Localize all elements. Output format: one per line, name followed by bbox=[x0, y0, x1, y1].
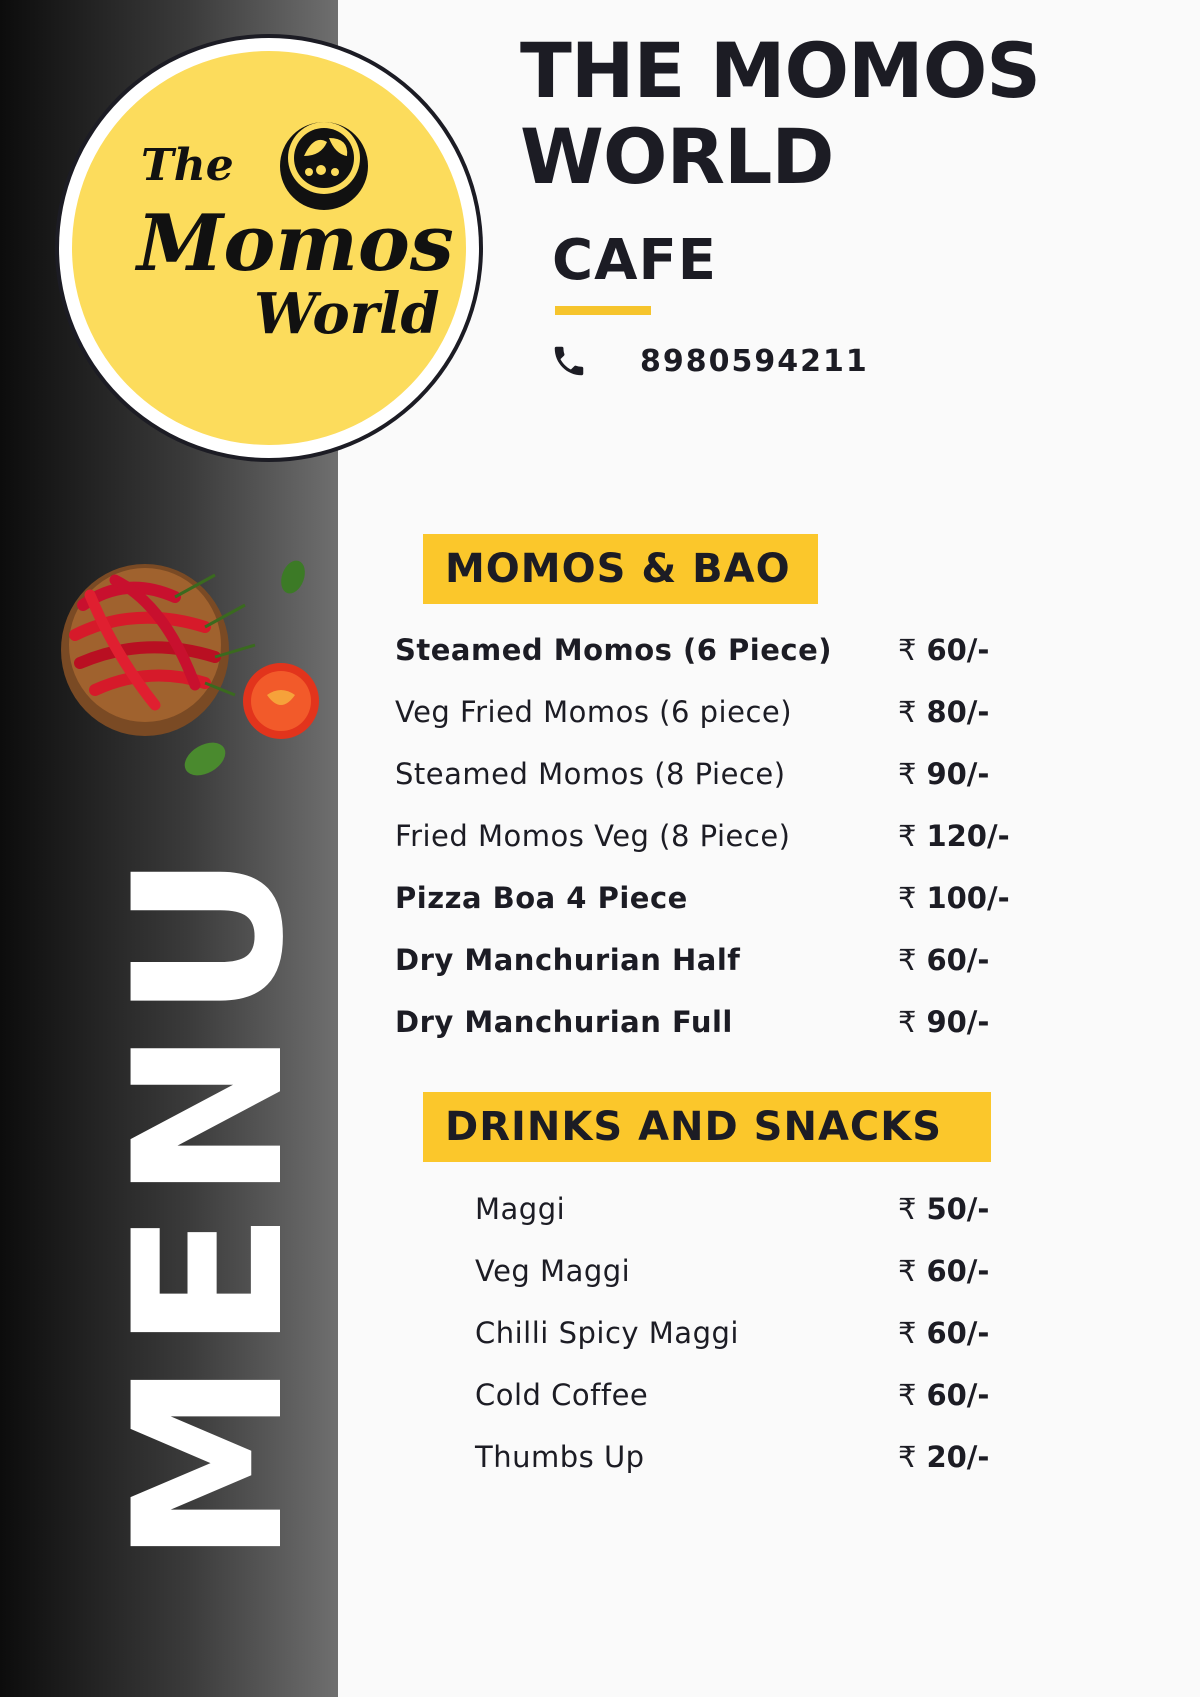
menu-item-price bbox=[898, 881, 1010, 915]
price-amount: 100/- bbox=[926, 881, 1010, 915]
menu-item-name: Steamed Momos (8 Piece) bbox=[395, 757, 786, 791]
brand-logo bbox=[59, 38, 479, 458]
menu-item-name: Dry Manchurian Full bbox=[395, 1005, 733, 1039]
menu-item-price bbox=[898, 1378, 989, 1412]
phone-contact bbox=[550, 336, 869, 386]
menu-item-price bbox=[898, 1192, 989, 1226]
menu-item-name: Veg Maggi bbox=[475, 1254, 631, 1288]
phone-icon bbox=[550, 342, 588, 380]
price-amount: 90/- bbox=[926, 757, 990, 791]
subtitle-underline bbox=[555, 306, 651, 315]
menu-item-price bbox=[898, 1316, 989, 1350]
section-heading-drinks-snacks: DRINKS AND SNACKS bbox=[423, 1092, 991, 1162]
momo-plate-icon bbox=[280, 122, 368, 210]
logo-word-world: World bbox=[254, 281, 440, 347]
rupee-symbol: ₹ bbox=[898, 1254, 917, 1288]
price-amount: 60/- bbox=[926, 1378, 990, 1412]
rupee-symbol: ₹ bbox=[898, 1005, 917, 1039]
subtitle-cafe: CAFE bbox=[552, 228, 717, 293]
rupee-symbol: ₹ bbox=[898, 695, 917, 729]
menu-item-price bbox=[898, 1005, 989, 1039]
price-amount: 60/- bbox=[926, 943, 990, 977]
title-line-2: WORLD bbox=[520, 112, 834, 201]
rupee-symbol: ₹ bbox=[898, 1440, 917, 1474]
price-amount: 60/- bbox=[926, 1316, 990, 1350]
menu-item-name: Steamed Momos (6 Piece) bbox=[395, 633, 833, 667]
menu-item-price bbox=[898, 819, 1010, 853]
rupee-symbol: ₹ bbox=[898, 819, 917, 853]
rupee-symbol: ₹ bbox=[898, 1378, 917, 1412]
menu-item-price bbox=[898, 757, 989, 791]
phone-number: 8980594211 bbox=[640, 343, 869, 379]
logo-word-momos: Momos bbox=[137, 198, 454, 289]
price-amount: 20/- bbox=[926, 1440, 990, 1474]
rupee-symbol: ₹ bbox=[898, 757, 917, 791]
menu-item-price bbox=[898, 943, 989, 977]
price-amount: 90/- bbox=[926, 1005, 990, 1039]
menu-item-name: Veg Fried Momos (6 piece) bbox=[395, 695, 793, 729]
price-amount: 120/- bbox=[926, 819, 1010, 853]
section-heading-momos-bao: MOMOS & BAO bbox=[423, 534, 818, 604]
menu-item-name: Cold Coffee bbox=[475, 1378, 649, 1412]
price-amount: 60/- bbox=[926, 1254, 990, 1288]
rupee-symbol: ₹ bbox=[898, 1192, 917, 1226]
menu-item-price bbox=[898, 1254, 989, 1288]
menu-item-price bbox=[898, 1440, 989, 1474]
logo-artwork bbox=[59, 38, 479, 458]
page-title bbox=[520, 28, 1040, 200]
menu-item-price bbox=[898, 695, 989, 729]
rupee-symbol: ₹ bbox=[898, 943, 917, 977]
rupee-symbol: ₹ bbox=[898, 881, 917, 915]
rupee-symbol: ₹ bbox=[898, 1316, 917, 1350]
menu-item-name: Thumbs Up bbox=[475, 1440, 645, 1474]
menu-vertical-title: MENU bbox=[91, 842, 329, 1565]
menu-item-price bbox=[898, 633, 989, 667]
menu-item-name: Fried Momos Veg (8 Piece) bbox=[395, 819, 791, 853]
menu-item-name: Dry Manchurian Half bbox=[395, 943, 741, 977]
price-amount: 80/- bbox=[926, 695, 990, 729]
chili-bowl-illustration bbox=[55, 535, 335, 795]
price-amount: 60/- bbox=[926, 633, 990, 667]
title-line-1: THE MOMOS bbox=[520, 26, 1041, 115]
rupee-symbol: ₹ bbox=[898, 633, 917, 667]
price-amount: 50/- bbox=[926, 1192, 990, 1226]
logo-word-the: The bbox=[141, 140, 234, 191]
menu-item-name: Chilli Spicy Maggi bbox=[475, 1316, 739, 1350]
menu-item-name: Pizza Boa 4 Piece bbox=[395, 881, 688, 915]
menu-item-name: Maggi bbox=[475, 1192, 566, 1226]
